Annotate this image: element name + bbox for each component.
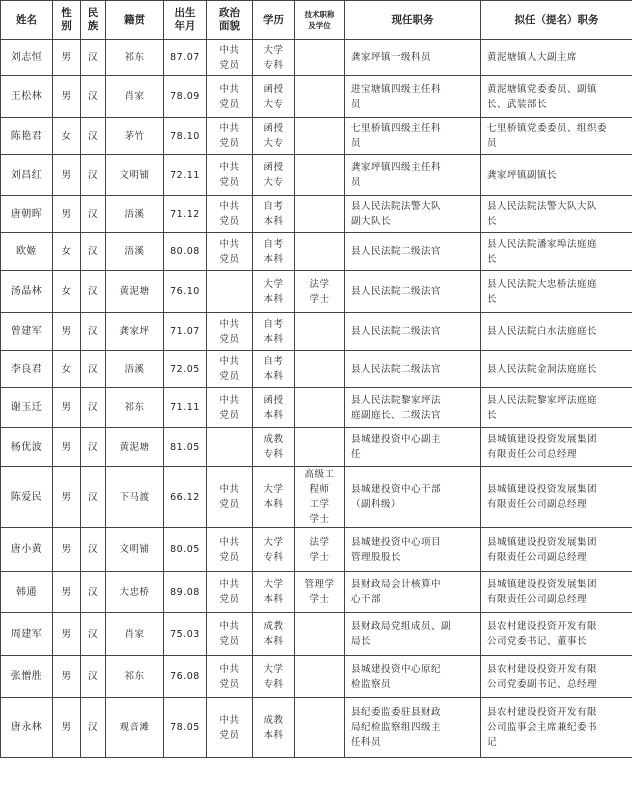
cell-title-degree — [295, 40, 345, 76]
cell-party: 中共 党员 — [207, 388, 253, 428]
cell-current-position: 县城建投资中心副主 任 — [345, 428, 481, 467]
cell-proposed-position: 黄泥塘镇党委委员、副镇 长、武装部长 — [481, 76, 632, 118]
cell-birth: 81.05 — [164, 428, 207, 467]
cell-education: 函授 大专 — [253, 155, 295, 196]
cell-proposed-position: 七里桥镇党委委员、组织委 员 — [481, 118, 632, 155]
cell-title-degree: 法学 学士 — [295, 271, 345, 313]
cell-name: 杨优波 — [1, 428, 53, 467]
cell-name: 欧姬 — [1, 233, 53, 271]
cell-party: 中共 党员 — [207, 572, 253, 613]
cell-party: 中共 党员 — [207, 351, 253, 388]
cell-ethnicity: 汉 — [81, 388, 106, 428]
cell-origin: 下马渡 — [106, 467, 164, 528]
cell-title-degree: 管理学 学士 — [295, 572, 345, 613]
cell-party — [207, 271, 253, 313]
cell-birth: 72.11 — [164, 155, 207, 196]
cell-proposed-position: 黄泥塘镇人大副主席 — [481, 40, 632, 76]
cell-party: 中共 党员 — [207, 613, 253, 656]
cell-party: 中共 党员 — [207, 467, 253, 528]
header-current-position: 现任职务 — [345, 1, 481, 40]
cell-title-degree — [295, 155, 345, 196]
cell-birth: 78.05 — [164, 698, 207, 758]
cell-current-position: 县城建投资中心项目 管理股股长 — [345, 528, 481, 572]
cell-current-position: 县财政局会计核算中 心干部 — [345, 572, 481, 613]
header-origin: 籍贯 — [106, 1, 164, 40]
cell-name: 陈爱民 — [1, 467, 53, 528]
cell-origin: 龚家坪 — [106, 313, 164, 351]
table-row — [1, 233, 632, 271]
cell-origin: 祁东 — [106, 388, 164, 428]
header-title-degree: 技术职称 及学位 — [295, 1, 345, 40]
cell-education: 大学 专科 — [253, 528, 295, 572]
cell-current-position: 县纪委监委驻县财政 局纪检监察组四级主 任科员 — [345, 698, 481, 758]
cell-education: 大学 本科 — [253, 572, 295, 613]
cell-current-position: 进宝塘镇四级主任科 员 — [345, 76, 481, 118]
cell-gender: 女 — [53, 233, 81, 271]
cell-origin: 茅竹 — [106, 118, 164, 155]
table-row — [1, 76, 632, 118]
cell-education: 函授 大专 — [253, 118, 295, 155]
cell-birth: 89.08 — [164, 572, 207, 613]
cell-current-position: 龚家坪镇一级科员 — [345, 40, 481, 76]
cell-ethnicity: 汉 — [81, 698, 106, 758]
cell-ethnicity: 汉 — [81, 271, 106, 313]
cell-ethnicity: 汉 — [81, 40, 106, 76]
cell-title-degree — [295, 351, 345, 388]
cell-gender: 男 — [53, 656, 81, 698]
cell-party: 中共 党员 — [207, 528, 253, 572]
cell-current-position: 县城建投资中心原纪 检监察员 — [345, 656, 481, 698]
cell-name: 周建军 — [1, 613, 53, 656]
cell-name: 唐小黄 — [1, 528, 53, 572]
cell-title-degree — [295, 196, 345, 233]
header-name: 姓名 — [1, 1, 53, 40]
cell-party: 中共 党员 — [207, 196, 253, 233]
cell-gender: 男 — [53, 613, 81, 656]
cell-ethnicity: 汉 — [81, 572, 106, 613]
cell-origin: 肖家 — [106, 613, 164, 656]
cell-party: 中共 党员 — [207, 155, 253, 196]
cell-ethnicity: 汉 — [81, 656, 106, 698]
cell-education: 成教 本科 — [253, 613, 295, 656]
cell-birth: 71.07 — [164, 313, 207, 351]
cell-birth: 80.08 — [164, 233, 207, 271]
cell-proposed-position: 县人民法院法警大队大队 长 — [481, 196, 632, 233]
cell-current-position: 县人民法院法警大队 副大队长 — [345, 196, 481, 233]
header-birth: 出生 年月 — [164, 1, 207, 40]
cell-birth: 75.03 — [164, 613, 207, 656]
cell-education: 自考 本科 — [253, 313, 295, 351]
cell-birth: 71.12 — [164, 196, 207, 233]
cell-title-degree — [295, 656, 345, 698]
cell-title-degree — [295, 613, 345, 656]
cell-ethnicity: 汉 — [81, 467, 106, 528]
cell-name: 张憎胜 — [1, 656, 53, 698]
header-ethnicity: 民 族 — [81, 1, 106, 40]
cell-birth: 80.05 — [164, 528, 207, 572]
cell-gender: 女 — [53, 271, 81, 313]
cell-origin: 肖家 — [106, 76, 164, 118]
cell-current-position: 县人民法院二级法官 — [345, 271, 481, 313]
table-row — [1, 528, 632, 572]
cell-origin: 黄泥塘 — [106, 428, 164, 467]
cell-proposed-position: 县人民法院大忠桥法庭庭 长 — [481, 271, 632, 313]
cell-proposed-position: 县农村建设投资开发有限 公司党委副书记、总经理 — [481, 656, 632, 698]
cell-gender: 男 — [53, 155, 81, 196]
cell-education: 函授 本科 — [253, 388, 295, 428]
cell-party — [207, 428, 253, 467]
cell-current-position: 县人民法院黎家坪法 庭副庭长、二级法官 — [345, 388, 481, 428]
cell-name: 王松林 — [1, 76, 53, 118]
cell-gender: 男 — [53, 467, 81, 528]
cell-name: 汤晶林 — [1, 271, 53, 313]
cell-proposed-position: 县城镇建设投资发展集团 有限责任公司总经理 — [481, 428, 632, 467]
cell-education: 自考 本科 — [253, 196, 295, 233]
cell-proposed-position: 县农村建设投资开发有限 公司监事会主席兼纪委书 记 — [481, 698, 632, 758]
cell-origin: 祁东 — [106, 40, 164, 76]
cell-current-position: 龚家坪镇四级主任科 员 — [345, 155, 481, 196]
cell-current-position: 县人民法院二级法官 — [345, 313, 481, 351]
cell-origin: 大忠桥 — [106, 572, 164, 613]
cell-origin: 浯溪 — [106, 233, 164, 271]
cell-party: 中共 党员 — [207, 698, 253, 758]
header-education: 学历 — [253, 1, 295, 40]
cell-current-position: 七里桥镇四级主任科 员 — [345, 118, 481, 155]
cell-birth: 78.09 — [164, 76, 207, 118]
cell-education: 大学 本科 — [253, 467, 295, 528]
cell-ethnicity: 汉 — [81, 196, 106, 233]
cell-party: 中共 党员 — [207, 40, 253, 76]
cell-ethnicity: 汉 — [81, 155, 106, 196]
cell-birth: 72.05 — [164, 351, 207, 388]
cell-title-degree — [295, 118, 345, 155]
cell-gender: 女 — [53, 351, 81, 388]
cell-ethnicity: 汉 — [81, 613, 106, 656]
cell-birth: 78.10 — [164, 118, 207, 155]
cell-origin: 祁东 — [106, 656, 164, 698]
table-row — [1, 388, 632, 428]
cell-ethnicity: 汉 — [81, 351, 106, 388]
table-row — [1, 572, 632, 613]
cell-title-degree — [295, 428, 345, 467]
cell-name: 李良君 — [1, 351, 53, 388]
table-row — [1, 613, 632, 656]
cell-gender: 女 — [53, 118, 81, 155]
cell-proposed-position: 县城镇建设投资发展集团 有限责任公司副总经理 — [481, 528, 632, 572]
cell-origin: 文明铺 — [106, 528, 164, 572]
cell-origin: 浯溪 — [106, 196, 164, 233]
cell-name: 刘昌红 — [1, 155, 53, 196]
header-row — [1, 1, 632, 40]
cell-proposed-position: 县人民法院潘家埠法庭庭 长 — [481, 233, 632, 271]
cell-title-degree — [295, 233, 345, 271]
cell-name: 唐永林 — [1, 698, 53, 758]
cell-party: 中共 党员 — [207, 313, 253, 351]
cell-title-degree — [295, 313, 345, 351]
cell-gender: 男 — [53, 528, 81, 572]
cell-birth: 76.08 — [164, 656, 207, 698]
cell-gender: 男 — [53, 76, 81, 118]
cell-ethnicity: 汉 — [81, 76, 106, 118]
table-row — [1, 271, 632, 313]
cell-ethnicity: 汉 — [81, 428, 106, 467]
table-row — [1, 196, 632, 233]
cell-name: 陈艳君 — [1, 118, 53, 155]
cell-ethnicity: 汉 — [81, 313, 106, 351]
cell-name: 曾建军 — [1, 313, 53, 351]
table-row — [1, 313, 632, 351]
cell-gender: 男 — [53, 196, 81, 233]
cell-title-degree: 法学 学士 — [295, 528, 345, 572]
cell-proposed-position: 县农村建设投资开发有限 公司党委书记、董事长 — [481, 613, 632, 656]
cell-education: 大学 专科 — [253, 40, 295, 76]
cell-party: 中共 党员 — [207, 76, 253, 118]
cell-gender: 男 — [53, 572, 81, 613]
cell-origin: 黄泥塘 — [106, 271, 164, 313]
cell-ethnicity: 汉 — [81, 528, 106, 572]
cell-origin: 浯溪 — [106, 351, 164, 388]
header-gender: 性 别 — [53, 1, 81, 40]
cell-education: 成教 本科 — [253, 698, 295, 758]
table-row — [1, 40, 632, 76]
cell-name: 韩通 — [1, 572, 53, 613]
cell-ethnicity: 汉 — [81, 233, 106, 271]
cell-proposed-position: 县城镇建设投资发展集团 有限责任公司副总经理 — [481, 572, 632, 613]
cell-birth: 71.11 — [164, 388, 207, 428]
header-party: 政治 面貌 — [207, 1, 253, 40]
cell-gender: 男 — [53, 313, 81, 351]
cell-proposed-position: 县人民法院白水法庭庭长 — [481, 313, 632, 351]
table-row — [1, 656, 632, 698]
cell-name: 刘志恒 — [1, 40, 53, 76]
cell-origin: 观音滩 — [106, 698, 164, 758]
cell-name: 唐朝晖 — [1, 196, 53, 233]
cell-proposed-position: 县城镇建设投资发展集团 有限责任公司副总经理 — [481, 467, 632, 528]
table-row — [1, 351, 632, 388]
cell-education: 成教 专科 — [253, 428, 295, 467]
cell-gender: 男 — [53, 698, 81, 758]
cell-education: 自考 本科 — [253, 351, 295, 388]
cell-proposed-position: 县人民法院黎家坪法庭庭 长 — [481, 388, 632, 428]
cell-education: 自考 本科 — [253, 233, 295, 271]
cell-title-degree — [295, 76, 345, 118]
cell-party: 中共 党员 — [207, 656, 253, 698]
table-row — [1, 155, 632, 196]
cell-proposed-position: 龚家坪镇副镇长 — [481, 155, 632, 196]
cell-gender: 男 — [53, 388, 81, 428]
cell-party: 中共 党员 — [207, 118, 253, 155]
cell-title-degree — [295, 388, 345, 428]
cell-current-position: 县城建投资中心干部 （副科级） — [345, 467, 481, 528]
table-row — [1, 118, 632, 155]
cell-title-degree: 高级工 程师 工学 学士 — [295, 467, 345, 528]
cell-gender: 男 — [53, 40, 81, 76]
table-row — [1, 698, 632, 758]
cell-birth: 66.12 — [164, 467, 207, 528]
cell-proposed-position: 县人民法院金洞法庭庭长 — [481, 351, 632, 388]
cell-education: 大学 本科 — [253, 271, 295, 313]
cell-name: 谢玉迁 — [1, 388, 53, 428]
cell-party: 中共 党员 — [207, 233, 253, 271]
cell-current-position: 县人民法院二级法官 — [345, 233, 481, 271]
cell-origin: 文明铺 — [106, 155, 164, 196]
cell-education: 函授 大专 — [253, 76, 295, 118]
cell-birth: 87.07 — [164, 40, 207, 76]
cell-gender: 男 — [53, 428, 81, 467]
table-row — [1, 428, 632, 467]
cell-current-position: 县人民法院二级法官 — [345, 351, 481, 388]
cell-birth: 76.10 — [164, 271, 207, 313]
header-proposed-position: 拟任（提名）职务 — [481, 1, 632, 40]
cell-title-degree — [295, 698, 345, 758]
cell-education: 大学 专科 — [253, 656, 295, 698]
cell-ethnicity: 汉 — [81, 118, 106, 155]
cell-current-position: 县财政局党组成员、副 局长 — [345, 613, 481, 656]
table-row — [1, 467, 632, 528]
